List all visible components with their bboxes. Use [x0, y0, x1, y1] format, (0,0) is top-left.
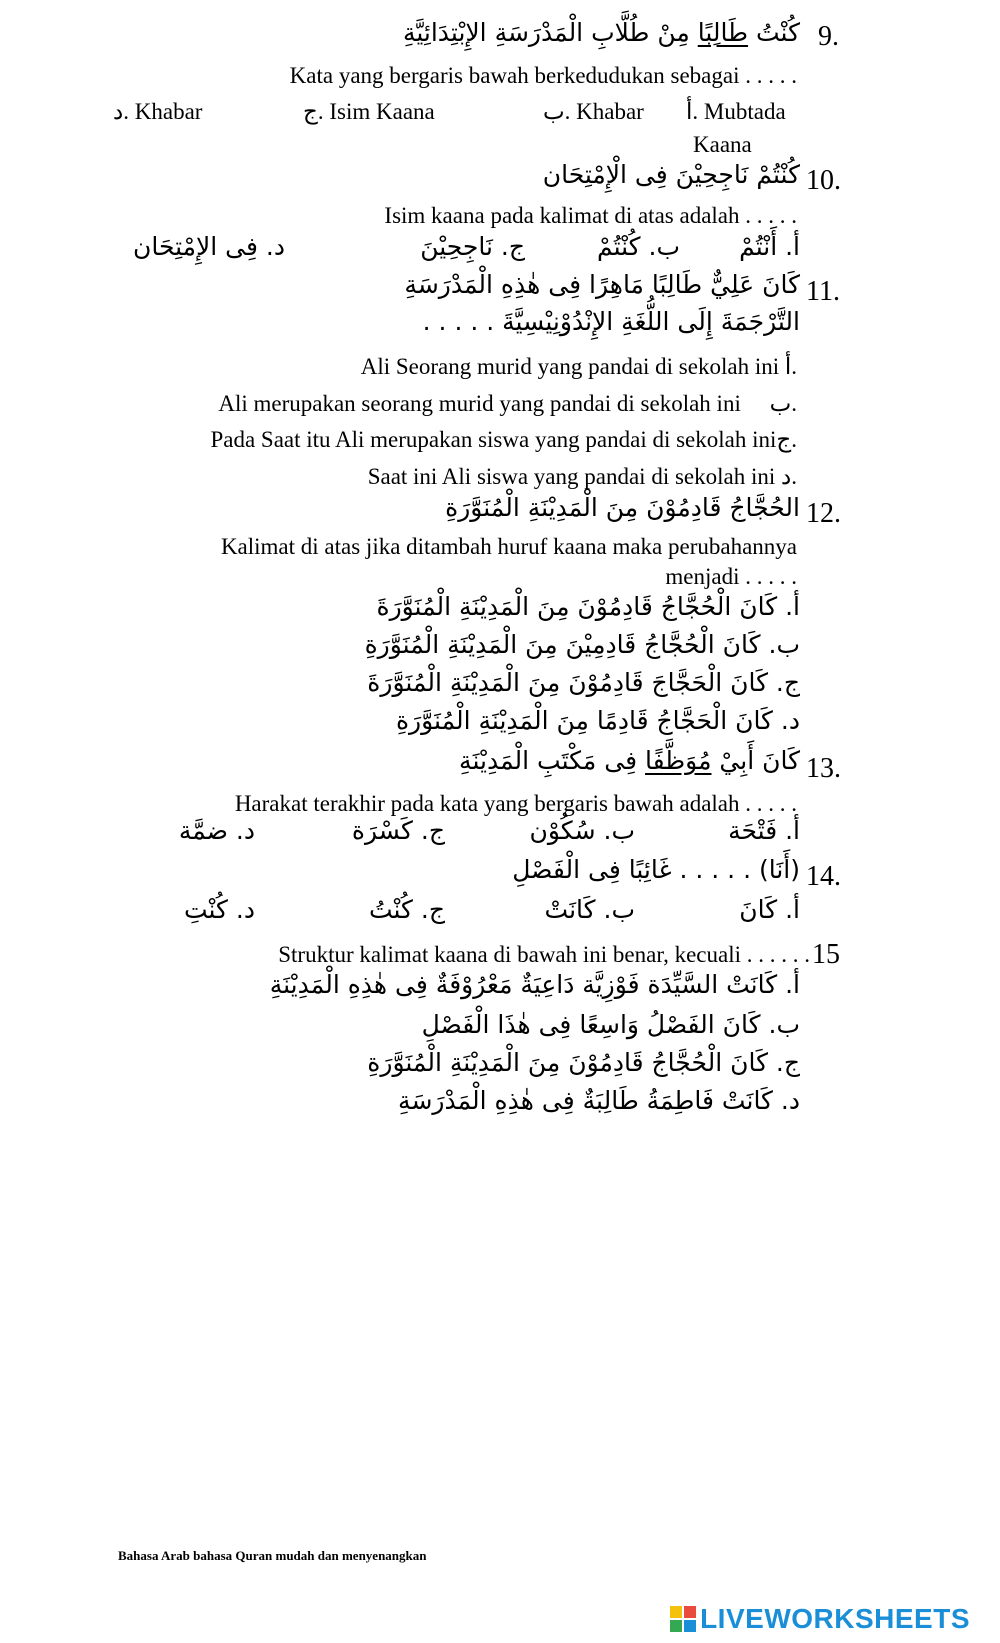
- footer-note: Bahasa Arab bahasa Quran mudah dan menyenangkan: [118, 1548, 427, 1563]
- q14-option-b[interactable]: ب. كَانَتْ: [544, 895, 635, 924]
- q13-prompt: Harakat terakhir pada kata yang bergaris bawah adalah . . . . .: [234, 791, 797, 816]
- q14-number: 14.: [806, 861, 841, 892]
- q15-option-a[interactable]: أ. كَانَتْ السَّيِّدَة فَوْزِيَّة دَاعِيَةٌ مَعْرُوْفَةٌ فِى هٰذِهِ الْمَدِيْنَةِ: [269, 970, 800, 999]
- q11-option-c[interactable]: Pada Saat itu Ali merupakan siswa yang pandai di sekolah iniج.: [210, 427, 797, 452]
- q10-number: 10.: [806, 165, 841, 196]
- q12-option-b[interactable]: ب. كَانَ الْحُجَّاجُ قَادِمِيْنَ مِنَ الْمَدِيْنَةِ الْمُنَوَّرَةِ: [364, 630, 800, 659]
- q14-arabic: (أَنَا) . . . . . غَائِبًا فِى الْفَصْلِ: [512, 855, 800, 884]
- q13-underlined-word: مُوَظَّفًا: [645, 746, 712, 775]
- liveworksheets-wordmark: LIVEWORKSHEETS: [700, 1603, 970, 1634]
- q13-option-c[interactable]: ج. كَسْرَة: [351, 816, 445, 845]
- liveworksheets-brand[interactable]: [670, 1603, 970, 1635]
- q9-option-c[interactable]: ج. Isim Kaana: [303, 99, 435, 124]
- q11-number: 11.: [806, 276, 840, 307]
- q12-prompt-line1: Kalimat di atas jika ditambah huruf kaana maka perubahannya: [220, 534, 797, 559]
- q15-option-c[interactable]: ج. كَانَ الْحُجَّاجُ قَادِمُوْنَ مِنَ الْمَدِيْنَةِ الْمُنَوَّرَةِ: [367, 1048, 800, 1077]
- q14-option-c[interactable]: ج. كُنْتُ: [368, 895, 445, 924]
- q9-option-a[interactable]: أ. Mubtada: [686, 99, 786, 124]
- q13-option-a[interactable]: أ. فَتْحَة: [728, 816, 800, 845]
- q9-underlined-word: طَالِبًا: [697, 18, 749, 47]
- q13-option-d[interactable]: د. ضمَّة: [178, 816, 255, 845]
- q15-prompt: Struktur kalimat kaana di bawah ini benar, kecuali . . . . . .: [278, 942, 810, 967]
- q12-option-a[interactable]: أ. كَانَ الْحُجَّاجُ قَادِمُوْنَ مِنَ الْمَدِيْنَةِ الْمُنَوَّرَةَ: [376, 592, 800, 621]
- liveworksheets-logo-icon: [670, 1606, 696, 1632]
- q10-prompt: Isim kaana pada kalimat di atas adalah . . . . .: [384, 203, 797, 228]
- q11-arabic-line1: كَانَ عَلِيٌّ طَالِبًا مَاهِرًا فِى هٰذِهِ الْمَدْرَسَةِ: [404, 270, 800, 299]
- q9-arabic: كُنْتُ طَالِبًا مِنْ طُلَّابِ الْمَدْرَسَةِ الإِبْتِدَائِيَّةِ: [402, 18, 800, 47]
- q12-number: 12.: [806, 498, 841, 529]
- q10-option-a[interactable]: أ. أَنْتُمْ: [739, 232, 800, 261]
- q12-option-d[interactable]: د. كَانَ الْحَجَّاجُ قَادِمًا مِنَ الْمَدِيْنَةِ الْمُنَوَّرَةِ: [395, 706, 800, 735]
- q10-option-d[interactable]: د. فِى الإِمْتِحَان: [132, 232, 285, 261]
- q10-option-c[interactable]: ج. نَاجِحِيْنَ: [420, 232, 525, 261]
- q14-option-d[interactable]: د. كُنْتِ: [183, 895, 255, 924]
- q10-option-b[interactable]: ب. كُنْتُمْ: [596, 232, 680, 261]
- q11-option-d[interactable]: Saat ini Ali siswa yang pandai di sekolah ini د.: [367, 464, 797, 489]
- q15-option-d[interactable]: د. كَانَتْ فَاطِمَةُ طَالِبَةٌ فِى هٰذِهِ الْمَدْرَسَةِ: [398, 1086, 800, 1115]
- q10-arabic: كُنْتُمْ نَاجِحِيْنَ فِى الْإِمْتِحَان: [542, 160, 800, 189]
- q9-option-b[interactable]: ب. Khabar: [543, 99, 644, 124]
- q15-number: 15: [812, 939, 840, 970]
- q13-option-b[interactable]: ب. سُكُوْن: [529, 816, 635, 845]
- q14-option-a[interactable]: أ. كَانَ: [739, 895, 800, 924]
- q13-number: 13.: [806, 753, 841, 784]
- q9-number: 9.: [818, 21, 839, 52]
- q12-arabic: الحُجَّاجُ قَادِمُوْنَ مِنَ الْمَدِيْنَةِ الْمُنَوَّرَةِ: [445, 493, 800, 522]
- q13-arabic: كَانَ أَبِيْ مُوَظَّفًا فِى مَكْتَبِ الْمَدِيْنَةِ: [459, 746, 800, 775]
- q11-arabic-line2: التَّرْجَمَةَ إِلَى اللُّغَةِ الإِنْدُوْنِيْسِيَّةَ . . . . .: [422, 307, 800, 336]
- q9-option-a-cont: Kaana: [693, 132, 752, 157]
- q15-option-b[interactable]: ب. كَانَ الفَصْلُ وَاسِعًا فِى هٰذَا الْفَصْلِ: [421, 1010, 800, 1039]
- q12-prompt-line2: menjadi . . . . .: [665, 564, 797, 589]
- q9-prompt: Kata yang bergaris bawah berkedudukan sebagai . . . . .: [289, 63, 797, 88]
- q12-option-c[interactable]: ج. كَانَ الْحَجَّاجَ قَادِمُوْنَ مِنَ الْمَدِيْنَةِ الْمُنَوَّرَةَ: [367, 668, 800, 697]
- q11-option-a[interactable]: Ali Seorang murid yang pandai di sekolah ini أ.: [360, 354, 797, 379]
- q9-option-d[interactable]: د. Khabar: [113, 99, 203, 124]
- q11-option-b[interactable]: Ali merupakan seorang murid yang pandai di sekolah ini ب.: [218, 391, 797, 416]
